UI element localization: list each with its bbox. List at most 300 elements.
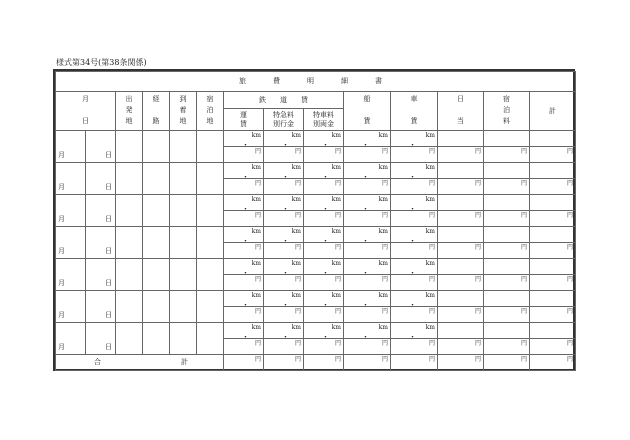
lodging-place-cell[interactable]: [197, 291, 224, 323]
yen-unit: 円: [566, 356, 573, 363]
total-upper-cell[interactable]: [530, 131, 576, 147]
totals-row: [56, 355, 576, 371]
decimal-dot: ・: [362, 268, 369, 275]
daily-yen-cell[interactable]: [438, 243, 484, 259]
rail-fare-km-cell[interactable]: [224, 163, 264, 179]
month-cell[interactable]: [56, 163, 86, 195]
express-km-cell[interactable]: [264, 163, 304, 179]
arrival-cell[interactable]: [170, 259, 197, 291]
total-upper-cell[interactable]: [530, 227, 576, 243]
ship-km-cell[interactable]: [344, 195, 391, 211]
total-yen-cell[interactable]: [530, 211, 576, 227]
yen-unit: 円: [566, 340, 573, 347]
arrival-cell[interactable]: [170, 131, 197, 163]
lodging-place-cell[interactable]: [197, 195, 224, 227]
total-total-yen-cell[interactable]: [530, 355, 576, 371]
header-month-day: [56, 92, 116, 131]
yen-unit: 円: [334, 212, 341, 219]
month-cell[interactable]: [56, 259, 86, 291]
km-unit: km: [331, 228, 341, 235]
header-total: 計: [530, 92, 576, 131]
header-rail-fare-2: 賃: [240, 119, 247, 128]
totals-label-right: 計: [181, 358, 188, 366]
yen-unit: 円: [294, 148, 301, 155]
ship-yen-cell[interactable]: [344, 243, 391, 259]
rail-fare-yen-cell[interactable]: [224, 147, 264, 163]
yen-unit: 円: [474, 212, 481, 219]
header-ship-1: 船: [363, 95, 371, 103]
decimal-dot: ・: [242, 236, 249, 243]
departure-cell[interactable]: [116, 163, 143, 195]
lodging-fee-yen-cell[interactable]: [484, 211, 530, 227]
decimal-dot: ・: [322, 172, 329, 179]
header-lodging-place: [197, 92, 224, 131]
month-label: 月: [58, 151, 65, 159]
express-yen-cell[interactable]: [264, 339, 304, 355]
yen-unit: 円: [254, 212, 261, 219]
yen-unit: 円: [474, 148, 481, 155]
header-express-2: 別行金: [273, 119, 294, 128]
lodging-place-cell[interactable]: [197, 131, 224, 163]
km-unit: km: [251, 260, 261, 267]
yen-unit: 円: [294, 244, 301, 251]
yen-unit: 円: [520, 180, 527, 187]
departure-cell[interactable]: [116, 323, 143, 355]
yen-unit: 円: [428, 212, 435, 219]
sleeper-km-cell[interactable]: [304, 163, 344, 179]
km-unit: km: [425, 324, 435, 331]
form-title: 旅 費 明 細 書: [56, 72, 576, 92]
lodging-fee-upper-cell[interactable]: [484, 163, 530, 179]
lodging-fee-yen-cell[interactable]: [484, 179, 530, 195]
yen-unit: 円: [566, 308, 573, 315]
ship-yen-cell[interactable]: [344, 147, 391, 163]
car-km-cell[interactable]: [391, 227, 438, 243]
ship-km-cell[interactable]: [344, 323, 391, 339]
header-arrival: [170, 92, 197, 131]
sleeper-yen-cell[interactable]: [304, 179, 344, 195]
car-yen-cell[interactable]: [391, 179, 438, 195]
daily-upper-cell[interactable]: [438, 323, 484, 339]
km-unit: km: [251, 164, 261, 171]
total-lodging-fee-yen-cell[interactable]: [484, 355, 530, 371]
km-unit: km: [425, 132, 435, 139]
arrival-cell[interactable]: [170, 323, 197, 355]
header-route-3: 路: [152, 117, 160, 125]
express-yen-cell[interactable]: [264, 211, 304, 227]
header-lodging-fee: [484, 92, 530, 131]
decimal-dot: ・: [409, 300, 416, 307]
km-unit: km: [378, 196, 388, 203]
entry-row: [56, 291, 576, 307]
header-departure-1: 出: [125, 95, 133, 103]
km-unit: km: [425, 260, 435, 267]
decimal-dot: ・: [242, 268, 249, 275]
decimal-dot: ・: [322, 268, 329, 275]
total-upper-cell[interactable]: [530, 195, 576, 211]
arrival-cell[interactable]: [170, 163, 197, 195]
yen-unit: 円: [474, 356, 481, 363]
yen-unit: 円: [381, 148, 388, 155]
daily-upper-cell[interactable]: [438, 259, 484, 275]
yen-unit: 円: [381, 180, 388, 187]
rail-fare-yen-cell[interactable]: [224, 307, 264, 323]
yen-unit: 円: [254, 148, 261, 155]
yen-unit: 円: [520, 276, 527, 283]
daily-yen-cell[interactable]: [438, 307, 484, 323]
route-cell[interactable]: [143, 227, 170, 259]
rail-fare-yen-cell[interactable]: [224, 179, 264, 195]
total-upper-cell[interactable]: [530, 259, 576, 275]
car-km-cell[interactable]: [391, 195, 438, 211]
total-yen-cell[interactable]: [530, 339, 576, 355]
departure-cell[interactable]: [116, 291, 143, 323]
departure-cell[interactable]: [116, 195, 143, 227]
yen-unit: 円: [381, 340, 388, 347]
yen-unit: 円: [381, 244, 388, 251]
month-label: 月: [58, 247, 65, 255]
header-car: [391, 92, 438, 131]
day-cell[interactable]: [86, 163, 116, 195]
lodging-place-cell[interactable]: [197, 227, 224, 259]
daily-upper-cell[interactable]: [438, 131, 484, 147]
decimal-dot: ・: [409, 236, 416, 243]
daily-upper-cell[interactable]: [438, 195, 484, 211]
total-upper-cell[interactable]: [530, 291, 576, 307]
day-cell[interactable]: [86, 131, 116, 163]
km-unit: km: [378, 324, 388, 331]
km-unit: km: [291, 260, 301, 267]
total-upper-cell[interactable]: [530, 163, 576, 179]
total-rail-fare-yen-cell[interactable]: [224, 355, 264, 371]
route-cell[interactable]: [143, 323, 170, 355]
ship-yen-cell[interactable]: [344, 339, 391, 355]
total-ship-yen-cell[interactable]: [344, 355, 391, 371]
month-cell[interactable]: [56, 195, 86, 227]
decimal-dot: ・: [409, 332, 416, 339]
entry-row: [56, 323, 576, 339]
sleeper-yen-cell[interactable]: [304, 147, 344, 163]
decimal-dot: ・: [242, 204, 249, 211]
route-cell[interactable]: [143, 291, 170, 323]
daily-yen-cell[interactable]: [438, 275, 484, 291]
express-km-cell[interactable]: [264, 227, 304, 243]
car-yen-cell[interactable]: [391, 147, 438, 163]
km-unit: km: [291, 164, 301, 171]
km-unit: km: [291, 132, 301, 139]
car-km-cell[interactable]: [391, 291, 438, 307]
decimal-dot: ・: [242, 332, 249, 339]
decimal-dot: ・: [362, 300, 369, 307]
departure-cell[interactable]: [116, 259, 143, 291]
header-departure-2: 発: [125, 106, 133, 114]
km-unit: km: [251, 292, 261, 299]
arrival-cell[interactable]: [170, 227, 197, 259]
month-label: 月: [58, 183, 65, 191]
total-sleeper-yen-cell[interactable]: [304, 355, 344, 371]
day-label: 日: [105, 183, 112, 191]
header-daily-1: 日: [457, 95, 464, 103]
decimal-dot: ・: [362, 140, 369, 147]
express-km-cell[interactable]: [264, 323, 304, 339]
yen-unit: 円: [334, 244, 341, 251]
header-arrival-1: 到: [179, 95, 187, 103]
sleeper-km-cell[interactable]: [304, 259, 344, 275]
ship-yen-cell[interactable]: [344, 211, 391, 227]
km-unit: km: [425, 228, 435, 235]
daily-yen-cell[interactable]: [438, 339, 484, 355]
express-km-cell[interactable]: [264, 259, 304, 275]
entry-row: [56, 163, 576, 179]
sleeper-km-cell[interactable]: [304, 291, 344, 307]
decimal-dot: ・: [282, 172, 289, 179]
lodging-fee-upper-cell[interactable]: [484, 291, 530, 307]
sleeper-yen-cell[interactable]: [304, 307, 344, 323]
yen-unit: 円: [474, 244, 481, 251]
lodging-fee-yen-cell[interactable]: [484, 339, 530, 355]
rail-fare-km-cell[interactable]: [224, 131, 264, 147]
sleeper-yen-cell[interactable]: [304, 275, 344, 291]
yen-unit: 円: [381, 212, 388, 219]
entry-row: [56, 227, 576, 243]
day-cell[interactable]: [86, 195, 116, 227]
yen-unit: 円: [334, 148, 341, 155]
daily-upper-cell[interactable]: [438, 227, 484, 243]
header-lodging-fee-2: 泊: [503, 106, 510, 114]
route-cell[interactable]: [143, 259, 170, 291]
arrival-cell[interactable]: [170, 291, 197, 323]
lodging-place-cell[interactable]: [197, 323, 224, 355]
car-yen-cell[interactable]: [391, 307, 438, 323]
express-yen-cell[interactable]: [264, 147, 304, 163]
km-unit: km: [251, 132, 261, 139]
sleeper-km-cell[interactable]: [304, 323, 344, 339]
km-unit: km: [331, 324, 341, 331]
sleeper-km-cell[interactable]: [304, 195, 344, 211]
yen-unit: 円: [428, 340, 435, 347]
travel-expense-form: [53, 69, 575, 371]
header-rail-fare-1: 運: [240, 110, 247, 119]
rail-fare-km-cell[interactable]: [224, 291, 264, 307]
lodging-place-cell[interactable]: [197, 259, 224, 291]
lodging-fee-yen-cell[interactable]: [484, 307, 530, 323]
decimal-dot: ・: [282, 140, 289, 147]
sleeper-yen-cell[interactable]: [304, 339, 344, 355]
header-lodging-place-2: 泊: [206, 106, 214, 114]
decimal-dot: ・: [282, 236, 289, 243]
arrival-cell[interactable]: [170, 195, 197, 227]
daily-upper-cell[interactable]: [438, 291, 484, 307]
total-yen-cell[interactable]: [530, 307, 576, 323]
route-cell[interactable]: [143, 131, 170, 163]
ship-yen-cell[interactable]: [344, 307, 391, 323]
decimal-dot: ・: [322, 300, 329, 307]
ship-km-cell[interactable]: [344, 291, 391, 307]
total-yen-cell[interactable]: [530, 179, 576, 195]
yen-unit: 円: [428, 276, 435, 283]
totals-label-left: 合: [94, 358, 101, 366]
express-km-cell[interactable]: [264, 195, 304, 211]
header-ship: [344, 92, 391, 131]
entry-row: [56, 131, 576, 147]
sleeper-yen-cell[interactable]: [304, 211, 344, 227]
lodging-place-cell[interactable]: [197, 163, 224, 195]
yen-unit: 円: [334, 180, 341, 187]
day-label: 日: [105, 247, 112, 255]
decimal-dot: ・: [362, 172, 369, 179]
decimal-dot: ・: [362, 204, 369, 211]
car-yen-cell[interactable]: [391, 211, 438, 227]
header-car-2: 賃: [410, 117, 418, 125]
ship-km-cell[interactable]: [344, 163, 391, 179]
lodging-fee-upper-cell[interactable]: [484, 227, 530, 243]
decimal-dot: ・: [322, 140, 329, 147]
km-unit: km: [378, 164, 388, 171]
header-sleeper-2: 別両金: [313, 119, 334, 128]
yen-unit: 円: [428, 308, 435, 315]
yen-unit: 円: [566, 212, 573, 219]
lodging-fee-upper-cell[interactable]: [484, 131, 530, 147]
month-cell[interactable]: [56, 291, 86, 323]
departure-cell[interactable]: [116, 227, 143, 259]
month-cell[interactable]: [56, 323, 86, 355]
header-express-fee: [264, 109, 304, 131]
lodging-fee-upper-cell[interactable]: [484, 323, 530, 339]
yen-unit: 円: [474, 276, 481, 283]
entry-row: [56, 259, 576, 275]
car-yen-cell[interactable]: [391, 243, 438, 259]
yen-unit: 円: [428, 244, 435, 251]
decimal-dot: ・: [362, 236, 369, 243]
yen-unit: 円: [294, 180, 301, 187]
departure-cell[interactable]: [116, 131, 143, 163]
rail-fare-km-cell[interactable]: [224, 323, 264, 339]
km-unit: km: [378, 228, 388, 235]
car-km-cell[interactable]: [391, 323, 438, 339]
car-km-cell[interactable]: [391, 131, 438, 147]
daily-yen-cell[interactable]: [438, 147, 484, 163]
decimal-dot: ・: [242, 172, 249, 179]
total-daily-yen-cell[interactable]: [438, 355, 484, 371]
lodging-fee-yen-cell[interactable]: [484, 275, 530, 291]
rail-fare-km-cell[interactable]: [224, 227, 264, 243]
km-unit: km: [378, 132, 388, 139]
lodging-fee-upper-cell[interactable]: [484, 259, 530, 275]
header-lodging-fee-3: 料: [503, 117, 510, 125]
day-cell[interactable]: [86, 259, 116, 291]
total-express-yen-cell[interactable]: [264, 355, 304, 371]
total-yen-cell[interactable]: [530, 243, 576, 259]
month-cell[interactable]: [56, 227, 86, 259]
express-yen-cell[interactable]: [264, 307, 304, 323]
rail-fare-yen-cell[interactable]: [224, 243, 264, 259]
day-label: 日: [105, 343, 112, 351]
daily-yen-cell[interactable]: [438, 211, 484, 227]
express-yen-cell[interactable]: [264, 275, 304, 291]
yen-unit: 円: [566, 276, 573, 283]
yen-unit: 円: [474, 340, 481, 347]
month-cell[interactable]: [56, 131, 86, 163]
route-cell[interactable]: [143, 163, 170, 195]
yen-unit: 円: [254, 276, 261, 283]
total-yen-cell[interactable]: [530, 147, 576, 163]
decimal-dot: ・: [322, 236, 329, 243]
header-rail-fare: [224, 109, 264, 131]
daily-upper-cell[interactable]: [438, 163, 484, 179]
day-cell[interactable]: [86, 291, 116, 323]
rail-fare-yen-cell[interactable]: [224, 211, 264, 227]
km-unit: km: [291, 228, 301, 235]
km-unit: km: [378, 260, 388, 267]
express-km-cell[interactable]: [264, 291, 304, 307]
car-yen-cell[interactable]: [391, 275, 438, 291]
rail-fare-yen-cell[interactable]: [224, 275, 264, 291]
sleeper-km-cell[interactable]: [304, 131, 344, 147]
lodging-fee-upper-cell[interactable]: [484, 195, 530, 211]
yen-unit: 円: [520, 356, 527, 363]
express-km-cell[interactable]: [264, 131, 304, 147]
total-upper-cell[interactable]: [530, 323, 576, 339]
yen-unit: 円: [566, 180, 573, 187]
yen-unit: 円: [474, 180, 481, 187]
sleeper-yen-cell[interactable]: [304, 243, 344, 259]
car-km-cell[interactable]: [391, 163, 438, 179]
daily-yen-cell[interactable]: [438, 179, 484, 195]
yen-unit: 円: [566, 244, 573, 251]
express-yen-cell[interactable]: [264, 179, 304, 195]
yen-unit: 円: [334, 356, 341, 363]
yen-unit: 円: [294, 340, 301, 347]
header-express-1: 特急料: [273, 110, 294, 119]
lodging-fee-yen-cell[interactable]: [484, 147, 530, 163]
km-unit: km: [425, 196, 435, 203]
ship-km-cell[interactable]: [344, 227, 391, 243]
sleeper-km-cell[interactable]: [304, 227, 344, 243]
km-unit: km: [378, 292, 388, 299]
header-route-1: 経: [152, 95, 160, 103]
yen-unit: 円: [381, 308, 388, 315]
rail-fare-km-cell[interactable]: [224, 195, 264, 211]
day-cell[interactable]: [86, 323, 116, 355]
yen-unit: 円: [294, 276, 301, 283]
ship-km-cell[interactable]: [344, 131, 391, 147]
month-label: 月: [58, 215, 65, 223]
car-km-cell[interactable]: [391, 259, 438, 275]
decimal-dot: ・: [282, 268, 289, 275]
day-cell[interactable]: [86, 227, 116, 259]
rail-fare-km-cell[interactable]: [224, 259, 264, 275]
total-car-yen-cell[interactable]: [391, 355, 438, 371]
decimal-dot: ・: [322, 332, 329, 339]
total-yen-cell[interactable]: [530, 275, 576, 291]
decimal-dot: ・: [409, 172, 416, 179]
ship-yen-cell[interactable]: [344, 179, 391, 195]
km-unit: km: [331, 292, 341, 299]
lodging-fee-yen-cell[interactable]: [484, 243, 530, 259]
ship-yen-cell[interactable]: [344, 275, 391, 291]
yen-unit: 円: [428, 148, 435, 155]
decimal-dot: ・: [362, 332, 369, 339]
rail-fare-yen-cell[interactable]: [224, 339, 264, 355]
yen-unit: 円: [334, 308, 341, 315]
km-unit: km: [291, 196, 301, 203]
car-yen-cell[interactable]: [391, 339, 438, 355]
route-cell[interactable]: [143, 195, 170, 227]
decimal-dot: ・: [282, 300, 289, 307]
express-yen-cell[interactable]: [264, 243, 304, 259]
ship-km-cell[interactable]: [344, 259, 391, 275]
header-railway: 鉄 道 賃: [224, 92, 344, 109]
